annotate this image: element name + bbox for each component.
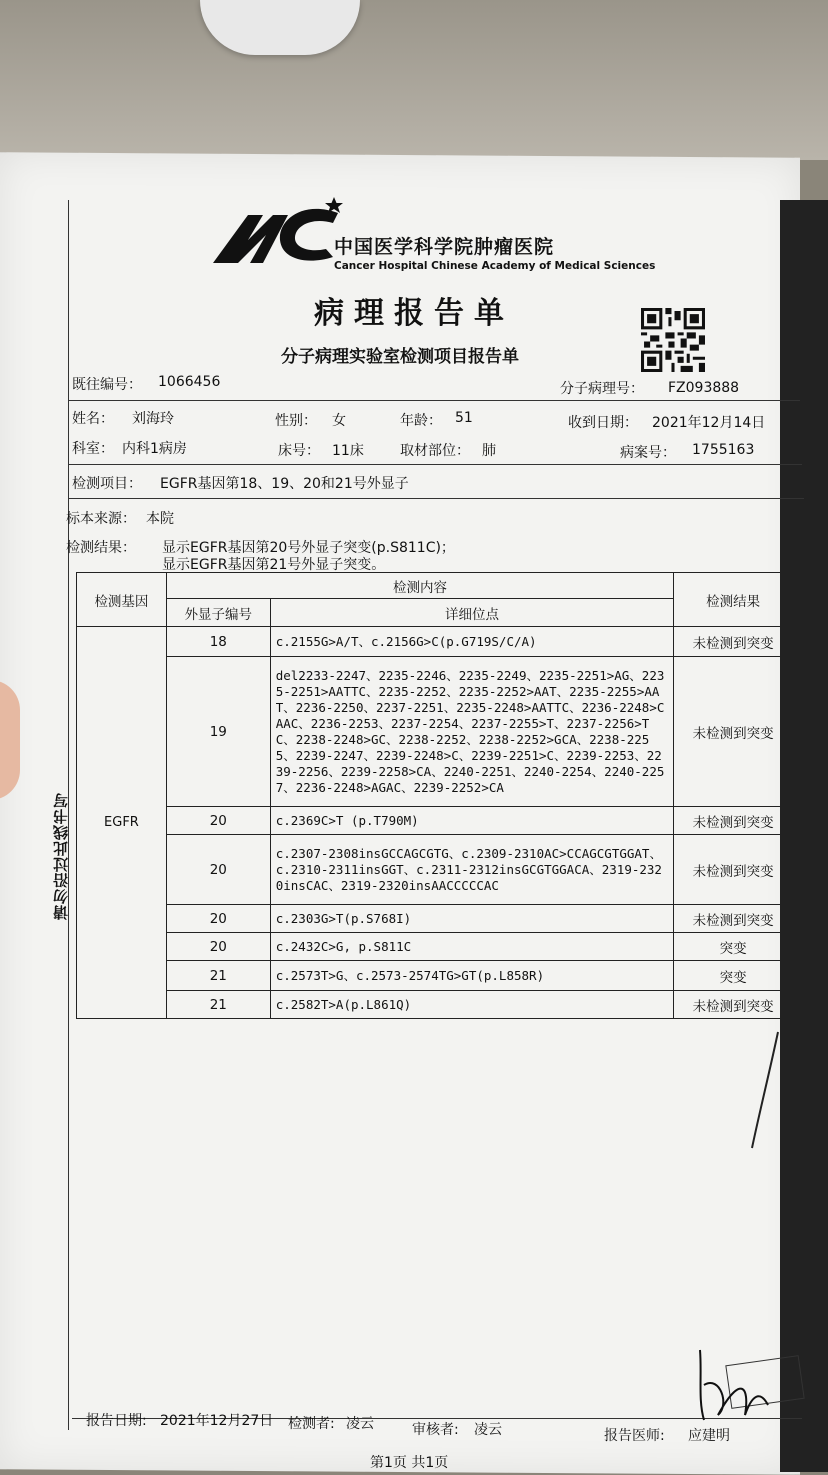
- finger: [0, 680, 20, 800]
- exon-cell: 20: [166, 835, 270, 905]
- table-row: [77, 835, 793, 905]
- detail-cell: c.2432C>G, p.S811C: [270, 933, 673, 961]
- test-item-value: EGFR基因第18、19、20和21号外显子: [160, 476, 409, 492]
- report-subtitle: 分子病理实验室检测项目报告单: [281, 347, 519, 367]
- patient-sex: 女: [332, 413, 346, 429]
- bed-label: 床号：: [278, 443, 320, 459]
- mutation-results-table: [76, 572, 793, 1019]
- patient-age: 51: [455, 410, 473, 426]
- hospital-logo-icon: [208, 195, 348, 270]
- patient-name: 刘海玲: [132, 411, 174, 427]
- patient-site: 肺: [482, 443, 496, 459]
- table-row: [77, 627, 793, 657]
- divider: [68, 400, 800, 401]
- result-summary-label: 检测结果：: [66, 540, 136, 556]
- exon-cell: 18: [166, 627, 270, 657]
- header-result: 检测结果: [674, 573, 793, 627]
- result-cell: 未检测到突变: [674, 657, 793, 807]
- prev-number-value: 1066456: [158, 374, 221, 390]
- dept-label: 科室：: [72, 441, 114, 457]
- source-label: 标本来源：: [66, 511, 136, 527]
- source-value: 本院: [146, 511, 174, 527]
- header-exon: 外显子编号: [166, 599, 270, 627]
- hospital-name-en: Cancer Hospital Chinese Academy of Medical Sciences: [334, 260, 656, 272]
- handwritten-signature: [690, 1345, 770, 1425]
- detail-cell: c.2307-2308insGCCAGCGTG、c.2309-2310AC>CCAGCGTGGAT、c.2310-2311insGGT、c.2311-2312insGCGTGGACA、2319-2320insCAC、2319-2320insAACCCCCAC: [270, 835, 673, 905]
- received-date-label: 收到日期：: [568, 415, 638, 431]
- doctor-label: 报告医师:: [604, 1428, 665, 1444]
- report-date: 2021年12月27日: [160, 1413, 274, 1429]
- prev-number-label: 既往编号：: [72, 377, 142, 393]
- result-cell: 未检测到突变: [674, 807, 793, 835]
- mol-path-number-value: FZ093888: [668, 380, 740, 396]
- table-row: [77, 991, 793, 1019]
- detail-cell: c.2369C>T (p.T790M): [270, 807, 673, 835]
- detail-cell: c.2573T>G、c.2573-2574TG>GT(p.L858R): [270, 961, 673, 991]
- reviewer-name: 凌云: [474, 1422, 502, 1438]
- tester-label: 检测者:: [288, 1416, 335, 1432]
- mol-path-number-label: 分子病理号：: [560, 381, 644, 397]
- exon-cell: 20: [166, 933, 270, 961]
- result-cell: 未检测到突变: [674, 905, 793, 933]
- name-label: 姓名：: [72, 411, 114, 427]
- result-cell: 未检测到突变: [674, 835, 793, 905]
- case-number-label: 病案号：: [620, 445, 676, 461]
- result-summary-line-1: 显示EGFR基因第20号外显子突变(p.S811C)；: [162, 540, 455, 556]
- received-date: 2021年12月14日: [652, 415, 766, 431]
- detail-cell: c.2155G>A/T、c.2156G>C(p.G719S/C/A): [270, 627, 673, 657]
- exon-cell: 21: [166, 991, 270, 1019]
- table-row: [77, 807, 793, 835]
- case-number: 1755163: [692, 442, 755, 458]
- result-cell: 未检测到突变: [674, 627, 793, 657]
- tester-name: 凌云: [346, 1416, 374, 1432]
- report-date-label: 报告日期:: [86, 1413, 147, 1429]
- patient-bed: 11床: [332, 443, 364, 459]
- report-title: 病理报告单: [314, 296, 514, 331]
- sex-label: 性别：: [275, 413, 317, 429]
- header-content: 检测内容: [166, 573, 673, 599]
- detail-cell: del2233-2247、2235-2246、2235-2249、2235-2251>AG、2235-2251>AATTC、2235-2252、2235-2252>AAT、2235-2255>AAT、2236-2250、2237-2251、2235-2248>AATTC、2236-2248>CAAC、2236-2253、2237-2254、2237-2255>T、2237-2256>TC、2238-2248>GC、2238-2252、2238-2252>GCA、2238-2255、2239-2247、2239-2248>C、2239-2251>C、2239-2253、2239-2256、2239-2258>CA、2240-2251、2240-2254、2240-2257、2236-2248>AGAC、2239-2252>CA: [270, 657, 673, 807]
- divider: [68, 464, 802, 465]
- exon-cell: 20: [166, 807, 270, 835]
- result-summary-line-2: 显示EGFR基因第21号外显子突变。: [162, 557, 386, 573]
- qr-code-icon: [640, 308, 706, 372]
- site-label: 取材部位：: [400, 443, 470, 459]
- gene-name: EGFR: [77, 627, 167, 1019]
- hospital-name-cn: 中国医学科学院肿瘤医院: [334, 236, 555, 258]
- background-desk: [0, 0, 828, 160]
- table-row: [77, 905, 793, 933]
- exon-cell: 20: [166, 905, 270, 933]
- side-caption: 请勿沿过此线书写: [52, 792, 70, 920]
- exon-cell: 21: [166, 961, 270, 991]
- header-detail: 详细位点: [270, 599, 673, 627]
- pen-mark: [740, 1030, 790, 1150]
- result-cell: 突变: [674, 933, 793, 961]
- reviewer-label: 审核者:: [412, 1422, 459, 1438]
- patient-dept: 内科1病房: [122, 441, 187, 457]
- table-row: [77, 961, 793, 991]
- exon-cell: 19: [166, 657, 270, 807]
- divider: [68, 498, 804, 499]
- table-row: [77, 657, 793, 807]
- detail-cell: c.2582T>A(p.L861Q): [270, 991, 673, 1019]
- test-item-label: 检测项目：: [72, 476, 142, 492]
- doctor-name: 应建明: [688, 1428, 730, 1444]
- detail-cell: c.2303G>T(p.S768I): [270, 905, 673, 933]
- age-label: 年龄：: [400, 413, 442, 429]
- page-number: 第1页 共1页: [370, 1455, 449, 1471]
- result-cell: 突变: [674, 961, 793, 991]
- table-row: [77, 933, 793, 961]
- result-cell: 未检测到突变: [674, 991, 793, 1019]
- header-gene: 检测基因: [77, 573, 167, 627]
